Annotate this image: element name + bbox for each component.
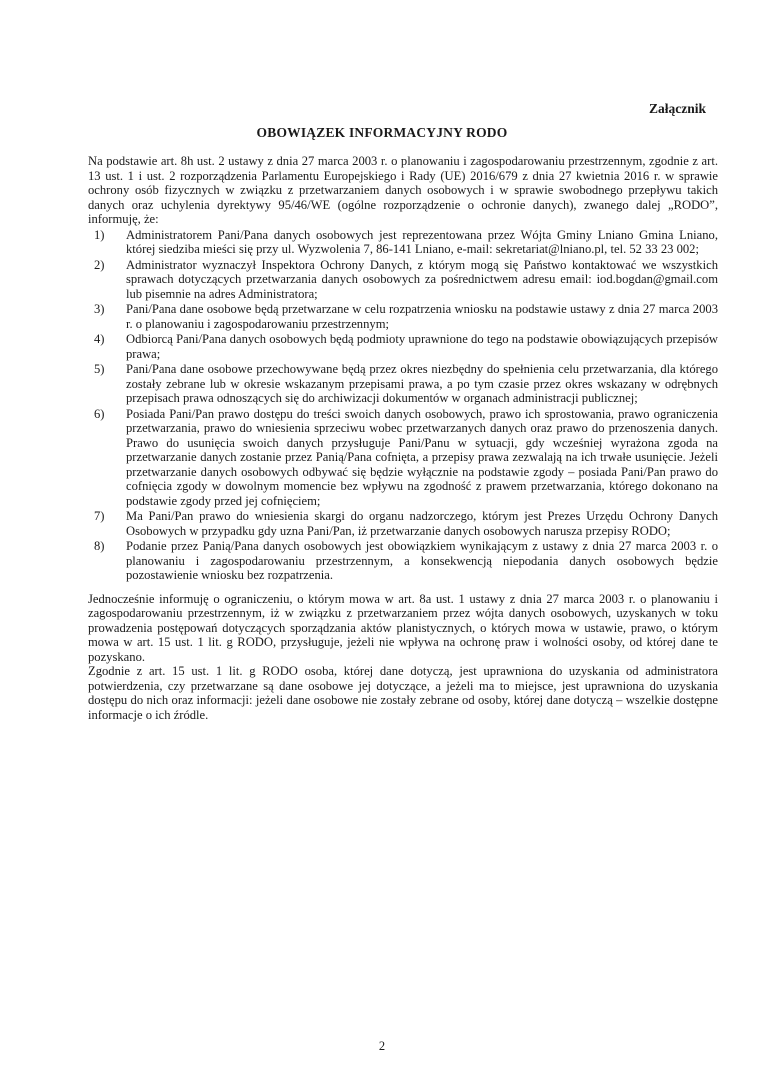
list-item-text: Administrator wyznaczył Inspektora Ochrony Danych, z którym mogą się Państwo kontaktować we wszystkich sprawach dotyczących przetwarzania danych osobowych za pośrednictwem adresu email: iod.bogdan@gmail.com lub pisemnie na adres Administratora; <box>126 257 718 301</box>
list-item <box>88 362 718 406</box>
list-item <box>88 258 718 302</box>
list-item <box>88 302 718 331</box>
list-item-number: 1) <box>94 227 105 242</box>
list-item-number: 7) <box>94 509 105 523</box>
list-item-text: Odbiorcą Pani/Pana danych osobowych będą podmioty uprawnione do tego na podstawie obowiązujących przepisów prawa; <box>126 332 718 361</box>
list-item <box>88 407 718 509</box>
list-item-number: 4) <box>94 332 105 346</box>
list-item <box>88 228 718 257</box>
list-item <box>88 509 718 538</box>
intro-paragraph: Na podstawie art. 8h ust. 2 ustawy z dnia 27 marca 2003 r. o planowaniu i zagospodarowaniu przestrzennym, zgodnie z art. 13 ust. 1 i ust. 2 rozporządzenia Parlamentu Europejskiego i Rady (UE) 2016/679 z dnia 27 kwietnia 2016 r. w sprawie ochrony osób fizycznych w związku z przetwarzaniem danych osobowych i w sprawie swobodnego przepływu takich danych oraz uchylenia dyrektywy 95/46/WE (ogólne rozporządzenie o ochronie danych), zwanego dalej „RODO”, informuję, że: <box>88 154 718 226</box>
information-list <box>88 228 718 583</box>
attachment-label: Załącznik <box>648 101 706 116</box>
restriction-paragraph: Jednocześnie informuję o ograniczeniu, o którym mowa w art. 8a ust. 1 ustawy z dnia 27 marca 2003 r. o planowaniu i zagospodarowaniu przestrzennym, iż w związku z przetwarzaniem przez wójta danych osobowych, uzyskanych w toku prowadzenia postępowań dotyczących sporządzania aktów planistycznych, o których mowa w ustawie, prawo, o którym mowa w art. 15 ust. 1 lit. g RODO, przysługuje, jeżeli nie wpływa na ochronę praw i wolności osoby, od której dane te pozyskano. <box>88 591 718 664</box>
list-item-text: Posiada Pani/Pan prawo dostępu do treści swoich danych osobowych, prawo ich sprostowania, prawo ograniczenia przetwarzania, prawo do wniesienia sprzeciwu wobec przetwarzanych danych oraz prawo do przenoszenia danych. Prawo do usunięcia swoich danych przysługuje Pani/Panu w sytuacji, gdy wcześniej wyrażona zgoda na przetwarzanie danych zostanie przez Panią/Pana cofnięta, a przepisy prawa zezwalają na ich trwałe usunięcie. Jeżeli przetwarzanie danych osobowych odbywać się będzie wyłącznie na podstawie zgody – posiada Pani/Pan prawo do cofnięcia zgody w dowolnym momencie bez wpływu na zgodność z prawem przetwarzania, którego dokonano na podstawie zgody przed jej cofnięciem; <box>126 406 718 508</box>
list-item-number: 2) <box>94 257 105 272</box>
list-item <box>88 539 718 583</box>
document-body <box>88 154 718 722</box>
page-number: 2 <box>378 1039 386 1053</box>
list-item <box>88 332 718 361</box>
list-item-number: 6) <box>94 406 105 421</box>
list-item-number: 3) <box>94 302 105 316</box>
list-item-text: Ma Pani/Pan prawo do wniesienia skargi do organu nadzorczego, którym jest Prezes Urzędu Ochrony Danych Osobowych w przypadku gdy uzna Pani/Pan, iż przetwarzanie danych osobowych narusza przepisy RODO; <box>126 509 718 538</box>
list-item-text: Administratorem Pani/Pana danych osobowych jest reprezentowana przez Wójta Gminy Lniano Gmina Lniano, której siedziba mieści się przy ul. Wyzwolenia 7, 86-141 Lniano, e-mail: sekretariat@lniano.pl, tel. 52 33 23 002; <box>126 227 718 256</box>
list-item-number: 8) <box>94 539 105 553</box>
list-item-number: 5) <box>94 362 105 376</box>
list-item-text: Pani/Pana dane osobowe przechowywane będą przez okres niezbędny do spełnienia celu przetwarzania, dla którego zostały zebrane lub w okresie wskazanym przepisami prawa, a po tym czasie przez okres wskazany w odrębnych przepisach prawa odnoszących się do archiwizacji dokumentów w organach administracji publicznej; <box>126 362 718 405</box>
access-right-paragraph: Zgodnie z art. 15 ust. 1 lit. g RODO osoba, której dane dotyczą, jest uprawniona do uzyskania od administratora potwierdzenia, czy przetwarzane są dane osobowe jej dotyczące, a jeżeli ma to miejsce, jest uprawniona do uzyskania dostępu do nich oraz informacji: jeżeli dane osobowe nie zostały zebrane od osoby, której dane dotyczą – wszelkie dostępne informacje o ich źródle. <box>88 664 718 722</box>
document-title: OBOWIĄZEK INFORMACYJNY RODO <box>256 125 508 140</box>
list-item-text: Podanie przez Panią/Pana danych osobowych jest obowiązkiem wynikającym z ustawy z dnia 27 marca 2003 r. o planowaniu i zagospodarowaniu przestrzennym, a konsekwencją niepodania danych osobowych będzie pozostawienie wniosku bez rozpatrzenia. <box>126 539 718 582</box>
list-item-text: Pani/Pana dane osobowe będą przetwarzane w celu rozpatrzenia wniosku na podstawie ustawy z dnia 27 marca 2003 r. o planowaniu i zagospodarowaniu przestrzennym; <box>126 302 718 331</box>
